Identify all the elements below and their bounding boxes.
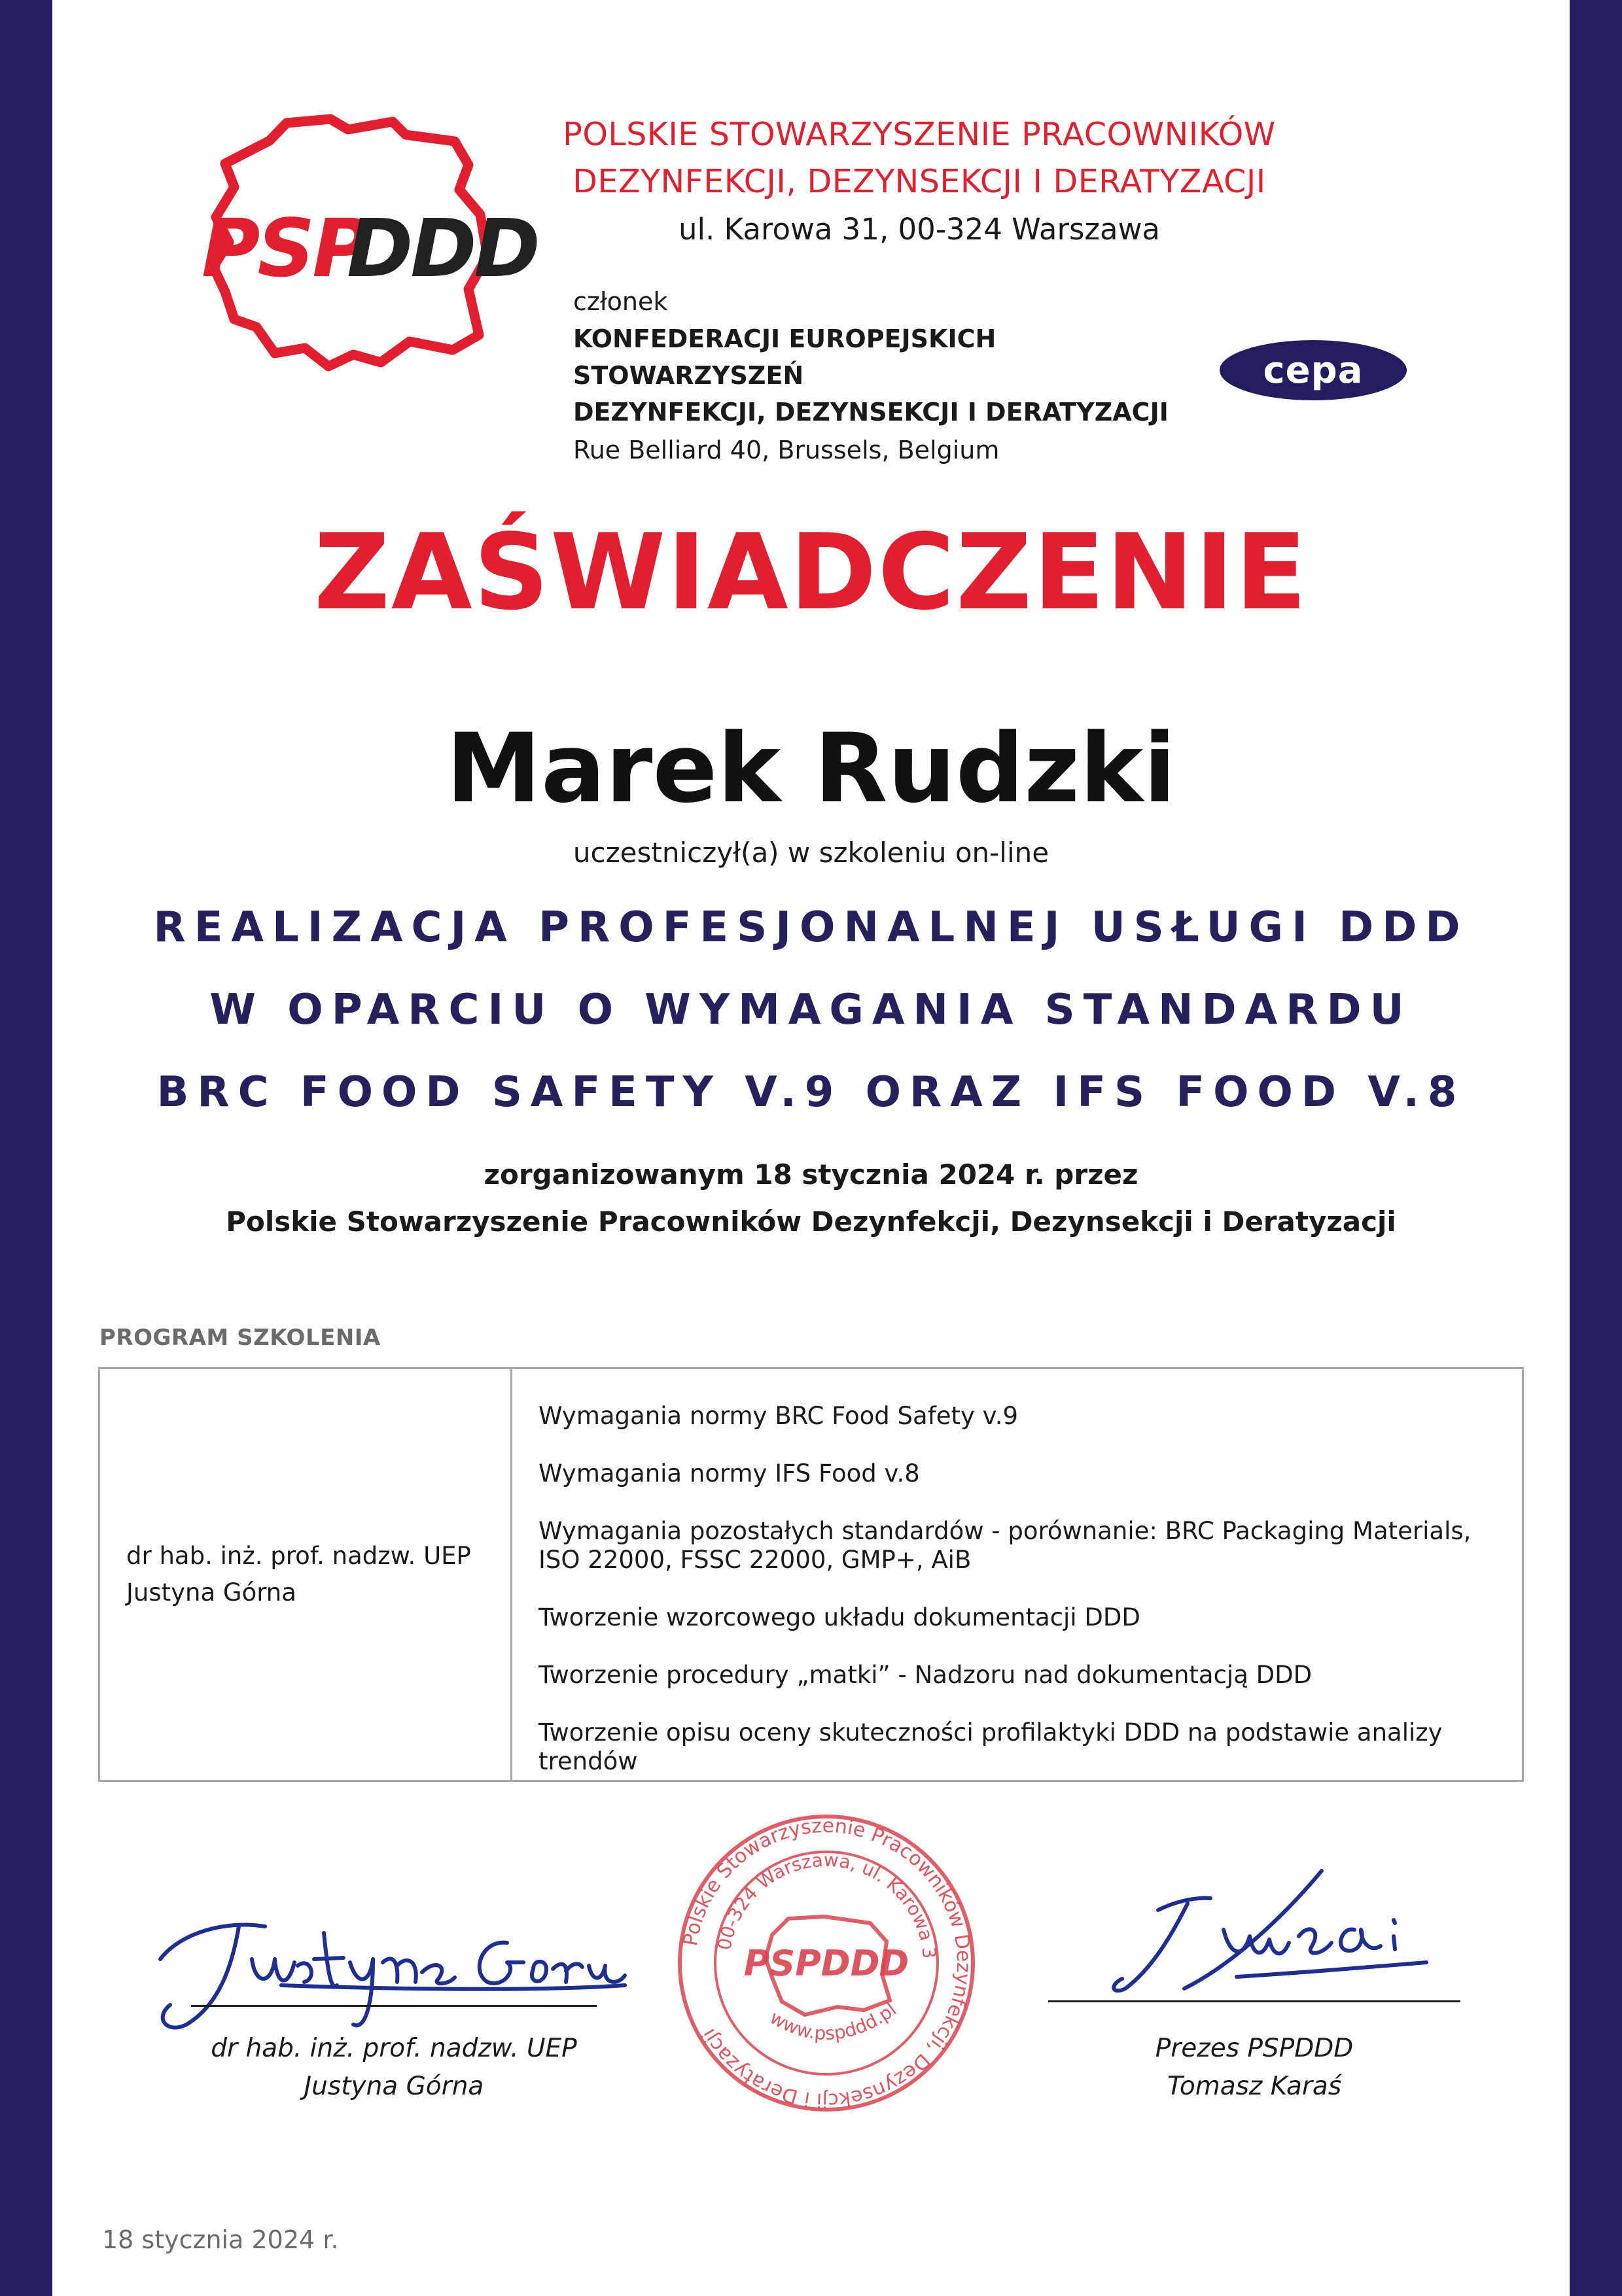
organizer-block [0,1151,1622,1245]
topic-item: Tworzenie wzorcowego układu dokumentacji DDD [538,1603,1140,1631]
svg-text:www.pspddd.pl: www.pspddd.pl [766,1998,901,2045]
organized-date-text: zorganizowanym 18 stycznia 2024 r. przez [484,1158,1138,1191]
organizer-name: Polskie Stowarzyszenie Pracowników Dezynfekcji, Dezynsekcji i Deratyzacji [226,1206,1396,1238]
recipient-name: Marek Rudzki [446,713,1176,824]
course-title-line1: REALIZACJA PROFESJONALNEJ USŁUGI DDD [153,903,1469,952]
membership-org-line2: DEZYNFEKCJI, DEZYNSEKCJI I DERATYZACJI [573,398,1169,426]
topic-item: Wymagania pozostałych standardów - porównanie: BRC Packaging Materials, ISO 22000, FSSC 22000, GMP+, AiB [538,1517,1472,1574]
right-border-bar [1570,0,1622,2296]
lecturer-cell [100,1369,512,1780]
left-border-bar [0,0,52,2296]
program-table [98,1367,1524,1782]
svg-text:PSPDDD: PSPDDD [743,1943,909,1984]
right-signer-title: Prezes PSPDDD [1155,2034,1354,2063]
left-signer-title: dr hab. inż. prof. nadzw. UEP [211,2034,577,2063]
membership-org-line1: KONFEDERACJI EUROPEJSKICH STOWARZYSZEŃ [573,324,996,390]
svg-text:DDD: DDD [347,202,538,295]
organization-stamp [674,1811,979,2115]
left-signer [191,2030,597,2106]
svg-text:Polskie Stowarzyszenie Pracown: Polskie Stowarzyszenie Pracowników Dezynfekcji, Dezynsekcji i Deratyzacji [679,1814,976,2112]
left-signature [141,1894,631,2044]
lecturer-name: Justyna Górna [126,1578,296,1607]
topic-item: Tworzenie procedury „matki” - Nadzoru nad dokumentacją DDD [538,1661,1313,1689]
topic-item: Wymagania normy IFS Food v.8 [538,1459,920,1487]
program-label: PROGRAM SZKOLENIA [99,1325,381,1351]
membership-label: członek [573,287,668,316]
organization-name-line1: POLSKIE STOWARZYSZENIE PRACOWNIKÓW [563,116,1276,153]
pspddd-logo [196,105,538,379]
certificate-title: ZAŚWIADCZENIE [313,511,1309,633]
organization-header [537,111,1302,254]
topics-cell [512,1369,1522,1780]
course-title-line3: BRC FOOD SAFETY V.9 ORAZ IFS FOOD V.8 [156,1068,1466,1117]
cepa-logo: cepa [1220,340,1407,400]
course-title [0,886,1622,1134]
membership-address: Rue Belliard 40, Brussels, Belgium [573,436,1000,464]
issue-date: 18 stycznia 2024 r. [102,2225,339,2254]
topic-item: Tworzenie opisu oceny skuteczności profilaktyki DDD na podstawie analizy trendów [538,1718,1443,1775]
right-signature-line [1048,2000,1460,2002]
lecturer-title: dr hab. inż. prof. nadzw. UEP [126,1542,471,1570]
left-signer-name: Justyna Górna [304,2072,484,2101]
svg-text:00-324 Warszawa, ul. Karowa 31: 00-324 Warszawa, ul. Karowa 3 [713,1849,941,1960]
participation-text: uczestniczył(a) w szkoleniu on-line [573,837,1049,869]
right-signature [1073,1858,1505,2015]
right-signer-name: Tomasz Karaś [1167,2072,1342,2101]
membership-block [573,283,1227,470]
right-signer [1048,2030,1460,2106]
left-signature-line [191,2005,597,2007]
organization-address: ul. Karowa 31, 00-324 Warszawa [679,212,1160,247]
organization-name-line2: DEZYNFEKCJI, DEZYNSEKCJI I DERATYZACJI [573,163,1266,200]
topic-item: Wymagania normy BRC Food Safety v.9 [538,1402,1018,1430]
svg-text:PSP: PSP [202,202,368,295]
course-title-line2: W OPARCIU O WYMAGANIA STANDARDU [209,986,1413,1034]
